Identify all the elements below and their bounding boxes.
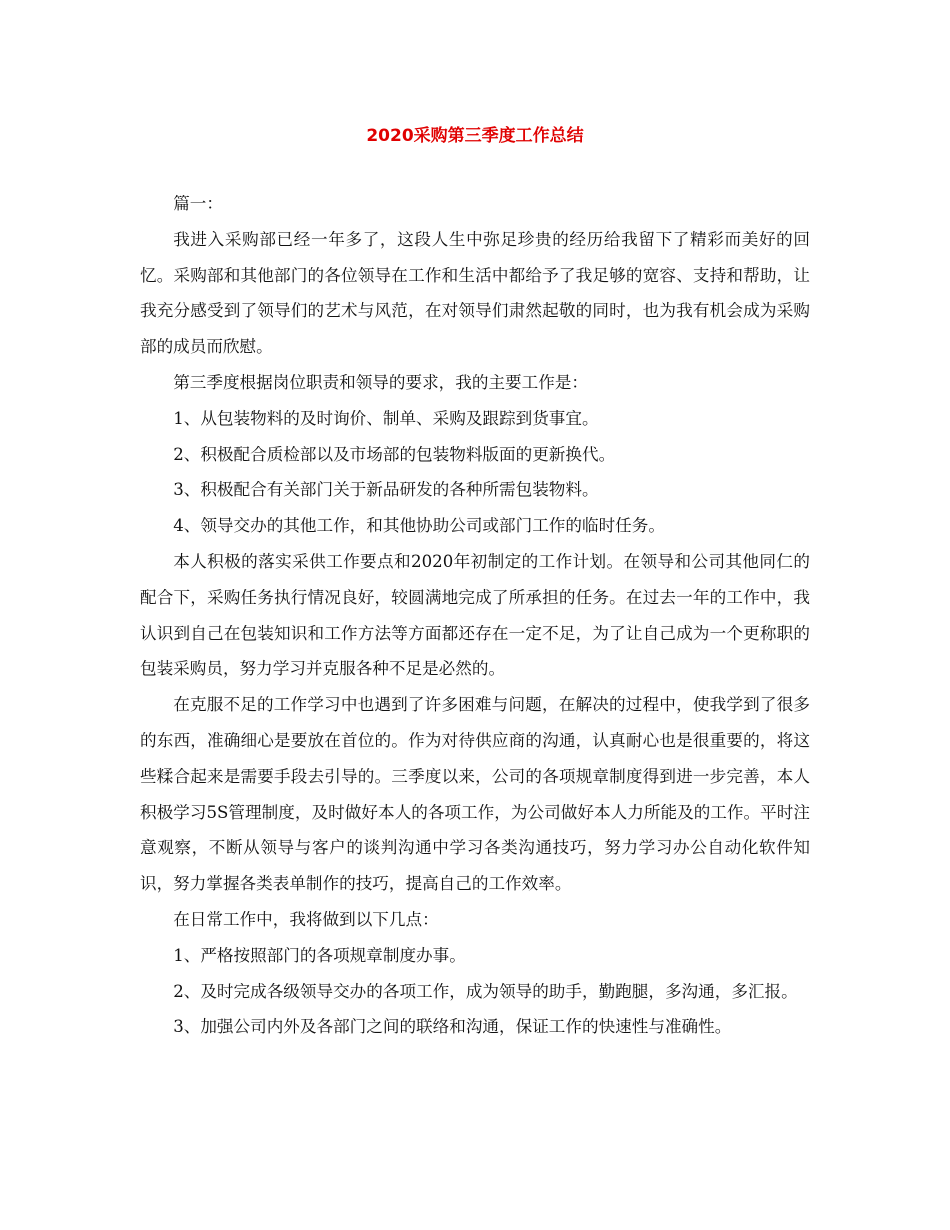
- paragraph-main-duties-heading: 第三季度根据岗位职责和领导的要求，我的主要工作是：: [173, 372, 589, 392]
- list-item-duty-4: 4、领导交办的其他工作，和其他协助公司或部门工作的临时任务。: [173, 516, 665, 536]
- paragraph-intro: 我进入采购部已经一年多了，这段人生中弥足珍贵的经历给我留下了精彩而美好的回忆。采购部和其他部门的各位领导在工作和生活中都给予了我足够的宽容、支持和帮助，让我充分感受到了领导们的艺术与风范，在对领导们肃然起敬的同时，也为我有机会成为采购部的成员而欣慰。: [140, 229, 810, 357]
- list-item-duty-1: 1、从包装物料的及时询价、制单、采购及跟踪到货事宜。: [173, 408, 599, 428]
- list-item-duty-3: 3、积极配合有关部门关于新品研发的各种所需包装物料。: [173, 480, 599, 500]
- paragraph-learning: 在克服不足的工作学习中也遇到了许多困难与问题，在解决的过程中，使我学到了很多的东西，准确细心是要放在首位的。作为对待供应商的沟通，认真耐心也是很重要的，将这些糅合起来是需要手段去引导的。三季度以来，公司的各项规章制度得到进一步完善，本人积极学习5S管理制度，及时做好本人的各项工作，为公司做好本人力所能及的工作。平时注意观察，不断从领导与客户的谈判沟通中学习各类沟通技巧，努力学习办公自动化软件知识，努力掌握各类表单制作的技巧，提高自己的工作效率。: [140, 695, 810, 894]
- list-item-point-1: 1、严格按照部门的各项规章制度办事。: [173, 945, 466, 965]
- list-item-point-3: 3、加强公司内外及各部门之间的联络和沟通，保证工作的快速性与准确性。: [173, 1017, 732, 1037]
- paragraph-work-plan: 本人积极的落实采供工作要点和2020年初制定的工作计划。在领导和公司其他同仁的配合下，采购任务执行情况良好，较圆满地完成了所承担的任务。在过去一年的工作中，我认识到自己在包装知识和工作方法等方面都还存在一定不足，为了让自己成为一个更称职的包装采购员，努力学习并克服各种不足是必然的。: [140, 551, 810, 679]
- list-item-duty-2: 2、积极配合质检部以及市场部的包装物料版面的更新换代。: [173, 444, 616, 464]
- document-body: [140, 186, 810, 1045]
- paragraph-daily-work-heading: 在日常工作中，我将做到以下几点：: [173, 909, 439, 929]
- paragraph-section-heading: 篇一：: [173, 194, 223, 213]
- document-title: 2020采购第三季度工作总结: [366, 126, 584, 146]
- list-item-point-2: 2、及时完成各级领导交办的各项工作，成为领导的助手，勤跑腿，多沟通，多汇报。: [173, 981, 798, 1001]
